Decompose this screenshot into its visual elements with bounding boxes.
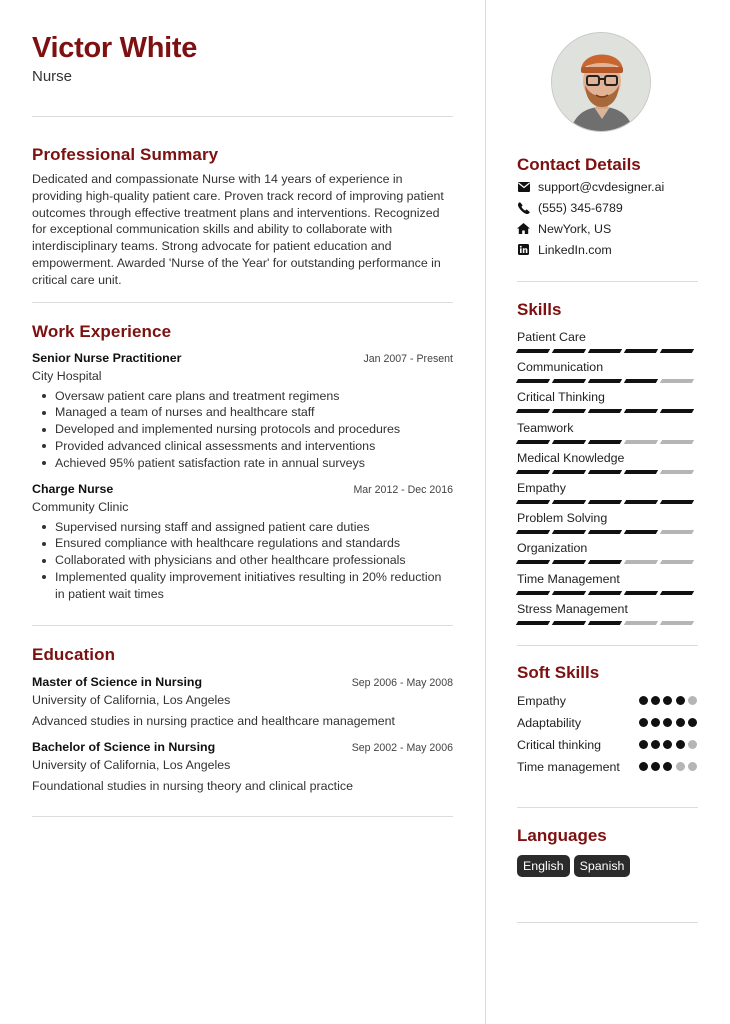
skill-level-segment <box>516 560 550 564</box>
skill-name: Medical Knowledge <box>517 450 625 465</box>
job-entry <box>32 481 453 603</box>
skill-level-segment <box>552 500 586 504</box>
skill-level-segment <box>660 621 694 625</box>
contact-section <box>517 154 698 260</box>
skill-name: Empathy <box>517 480 566 495</box>
skill-level-segment <box>660 379 694 383</box>
divider <box>32 625 453 626</box>
skill-level-bars <box>517 500 698 504</box>
rating-dot <box>688 696 697 705</box>
home-icon <box>517 222 530 235</box>
linkedin-text: LinkedIn.com <box>538 242 612 257</box>
language-badge: English <box>517 855 570 877</box>
skill-level-segment <box>660 530 694 534</box>
skill-level-segment <box>624 349 658 353</box>
school: University of California, Los Angeles <box>32 757 231 772</box>
skill-level-segment <box>624 470 658 474</box>
soft-skill-rating <box>639 737 697 749</box>
skill-level-segment <box>624 500 658 504</box>
degree: Bachelor of Science in Nursing <box>32 739 216 754</box>
job-dates: Mar 2012 - Dec 2016 <box>353 483 453 496</box>
education-entry <box>32 674 453 729</box>
skill-level-segment <box>588 349 622 353</box>
skill-level-segment <box>552 379 586 383</box>
skill-level-segment <box>660 500 694 504</box>
work-heading: Work Experience <box>32 321 172 341</box>
divider <box>517 807 698 808</box>
skill-level-segment <box>588 440 622 444</box>
skill-level-bars <box>517 560 698 564</box>
soft-skill-rating <box>639 759 697 771</box>
profile-photo <box>551 32 651 132</box>
skill-level-bars <box>517 530 698 534</box>
skill-level-segment <box>552 560 586 564</box>
envelope-icon <box>517 180 530 193</box>
summary-section <box>32 144 453 289</box>
skill-level-segment <box>552 591 586 595</box>
divider <box>517 281 698 282</box>
skill-level-segment <box>516 470 550 474</box>
soft-skill-rating <box>639 693 697 705</box>
job-bullets <box>32 388 453 472</box>
skill-level-bars <box>517 591 698 595</box>
languages-section <box>517 825 698 877</box>
rating-dot <box>663 696 672 705</box>
skill-level-segment <box>552 440 586 444</box>
job-title: Charge Nurse <box>32 481 114 496</box>
skill-level-segment <box>660 440 694 444</box>
rating-dot <box>639 762 648 771</box>
soft-skill-name: Adaptability <box>517 716 582 730</box>
education-heading: Education <box>32 644 116 664</box>
rating-dot <box>676 762 685 771</box>
avatar-illustration <box>552 33 651 132</box>
contact-location <box>517 218 698 239</box>
divider <box>517 922 698 923</box>
soft-skill-name: Critical thinking <box>517 738 602 752</box>
list-item: Developed and implemented nursing protocols and procedures <box>32 421 453 438</box>
rating-dot <box>651 762 660 771</box>
education-dates: Sep 2002 - May 2006 <box>351 741 453 754</box>
rating-dot <box>676 696 685 705</box>
skill-level-segment <box>516 591 550 595</box>
rating-dot <box>639 718 648 727</box>
job-title: Senior Nurse Practitioner <box>32 350 182 365</box>
skill-level-segment <box>552 621 586 625</box>
skill-level-bars <box>517 409 698 413</box>
list-item: Collaborated with physicians and other healthcare professionals <box>32 552 453 569</box>
soft-skills-section <box>517 662 698 775</box>
skill-level-segment <box>660 470 694 474</box>
divider <box>32 816 453 817</box>
job-employer: City Hospital <box>32 368 102 383</box>
rating-dot <box>651 740 660 749</box>
list-item: Ensured compliance with healthcare regulations and standards <box>32 535 453 552</box>
skill-level-segment <box>588 591 622 595</box>
skill-level-segment <box>516 409 550 413</box>
soft-skill-name: Empathy <box>517 694 566 708</box>
rating-dot <box>663 762 672 771</box>
degree: Master of Science in Nursing <box>32 674 203 689</box>
skills-section <box>517 299 698 631</box>
rating-dot <box>651 696 660 705</box>
candidate-title: Nurse <box>32 68 73 85</box>
main-column <box>32 30 453 817</box>
skills-heading: Skills <box>517 300 562 319</box>
skill-level-segment <box>588 530 622 534</box>
skill-level-segment <box>588 409 622 413</box>
skill-item <box>517 540 698 570</box>
contact-linkedin[interactable] <box>517 239 698 260</box>
skill-level-segment <box>588 560 622 564</box>
rating-dot <box>688 718 697 727</box>
skill-item <box>517 420 698 450</box>
skill-level-segment <box>624 440 658 444</box>
skill-name: Problem Solving <box>517 511 608 526</box>
soft-skill-name: Time management <box>517 760 620 774</box>
education-entry <box>32 739 453 794</box>
list-item: Managed a team of nurses and healthcare staff <box>32 404 453 421</box>
rating-dot <box>663 740 672 749</box>
rating-dot <box>688 740 697 749</box>
skill-item <box>517 389 698 419</box>
skill-name: Organization <box>517 541 588 556</box>
skill-name: Stress Management <box>517 601 628 616</box>
skill-item <box>517 359 698 389</box>
summary-text: Dedicated and compassionate Nurse with 14 years of experience in providing high-quality patient care. Proven track record of improving patient outcomes through effective treatment plans and interventions. Recognized for exceptional communication skills and ability to collaborate with interdisciplinary teams. Strong advocate for patient education and empowerment. Awarded 'Nurse of the Year' for outstanding performance in critical care unit. <box>32 172 444 287</box>
soft-skill-item <box>517 737 698 753</box>
skill-level-segment <box>588 470 622 474</box>
skill-level-segment <box>588 621 622 625</box>
list-item: Supervised nursing staff and assigned patient care duties <box>32 519 453 536</box>
skill-level-segment <box>624 621 658 625</box>
skill-level-segment <box>624 530 658 534</box>
rating-dot <box>663 718 672 727</box>
contact-heading: Contact Details <box>517 155 641 174</box>
soft-skills-list <box>517 693 698 775</box>
soft-skill-item <box>517 715 698 731</box>
skills-list <box>517 329 698 631</box>
skill-level-segment <box>624 409 658 413</box>
divider <box>32 302 453 303</box>
skill-level-segment <box>516 530 550 534</box>
skill-level-segment <box>624 379 658 383</box>
summary-heading: Professional Summary <box>32 145 219 164</box>
skill-name: Critical Thinking <box>517 390 605 405</box>
skill-level-segment <box>552 349 586 353</box>
contact-email[interactable] <box>517 176 698 197</box>
list-item: Provided advanced clinical assessments and interventions <box>32 438 453 455</box>
skill-level-segment <box>660 409 694 413</box>
skill-level-segment <box>552 470 586 474</box>
skill-level-segment <box>660 349 694 353</box>
skill-level-segment <box>516 379 550 383</box>
linkedin-icon <box>517 243 530 256</box>
job-dates: Jan 2007 - Present <box>363 352 453 365</box>
skill-level-segment <box>624 591 658 595</box>
languages-heading: Languages <box>517 826 607 845</box>
skill-level-bars <box>517 379 698 383</box>
rating-dot <box>688 762 697 771</box>
list-item: Achieved 95% patient satisfaction rate in annual surveys <box>32 455 453 472</box>
skill-item <box>517 601 698 631</box>
email-text: support@cvdesigner.ai <box>538 179 665 194</box>
skill-level-segment <box>516 349 550 353</box>
skill-level-segment <box>588 500 622 504</box>
skill-item <box>517 571 698 601</box>
skill-level-segment <box>516 440 550 444</box>
skill-name: Teamwork <box>517 420 574 435</box>
skill-name: Time Management <box>517 571 620 586</box>
language-list <box>517 855 698 877</box>
skill-level-bars <box>517 440 698 444</box>
skill-item <box>517 480 698 510</box>
skill-item <box>517 329 698 359</box>
skill-name: Communication <box>517 360 604 375</box>
school: University of California, Los Angeles <box>32 692 231 707</box>
skill-item <box>517 510 698 540</box>
language-badge: Spanish <box>574 855 631 877</box>
soft-skill-item <box>517 693 698 709</box>
skill-level-bars <box>517 470 698 474</box>
skill-level-segment <box>552 530 586 534</box>
skill-level-segment <box>624 560 658 564</box>
job-bullets <box>32 519 453 603</box>
skill-level-segment <box>516 500 550 504</box>
contact-phone[interactable] <box>517 197 698 218</box>
skill-level-bars <box>517 621 698 625</box>
rating-dot <box>676 740 685 749</box>
rating-dot <box>676 718 685 727</box>
divider <box>32 116 453 117</box>
list-item: Implemented quality improvement initiatives resulting in 20% reduction in patient wait times <box>32 569 453 603</box>
skill-level-bars <box>517 349 698 353</box>
job-entry <box>32 350 453 472</box>
skill-level-segment <box>660 560 694 564</box>
rating-dot <box>639 740 648 749</box>
column-divider <box>485 0 486 1024</box>
divider <box>517 645 698 646</box>
soft-skill-rating <box>639 715 697 727</box>
soft-skill-item <box>517 759 698 775</box>
rating-dot <box>639 696 648 705</box>
skill-item <box>517 450 698 480</box>
skill-level-segment <box>660 591 694 595</box>
skill-level-segment <box>516 621 550 625</box>
location-text: NewYork, US <box>538 221 612 236</box>
candidate-name: Victor White <box>32 32 198 64</box>
rating-dot <box>651 718 660 727</box>
education-dates: Sep 2006 - May 2008 <box>351 676 453 689</box>
skill-level-segment <box>552 409 586 413</box>
phone-text: (555) 345-6789 <box>538 200 623 215</box>
skill-name: Patient Care <box>517 330 586 344</box>
work-experience-section <box>32 321 453 603</box>
education-description: Advanced studies in nursing practice and healthcare management <box>32 713 395 728</box>
soft-skills-heading: Soft Skills <box>517 663 600 682</box>
skill-level-segment <box>588 379 622 383</box>
list-item: Oversaw patient care plans and treatment regimens <box>32 388 453 405</box>
phone-icon <box>517 201 530 214</box>
education-description: Foundational studies in nursing theory and clinical practice <box>32 778 353 793</box>
job-employer: Community Clinic <box>32 499 129 514</box>
education-section <box>32 644 453 794</box>
